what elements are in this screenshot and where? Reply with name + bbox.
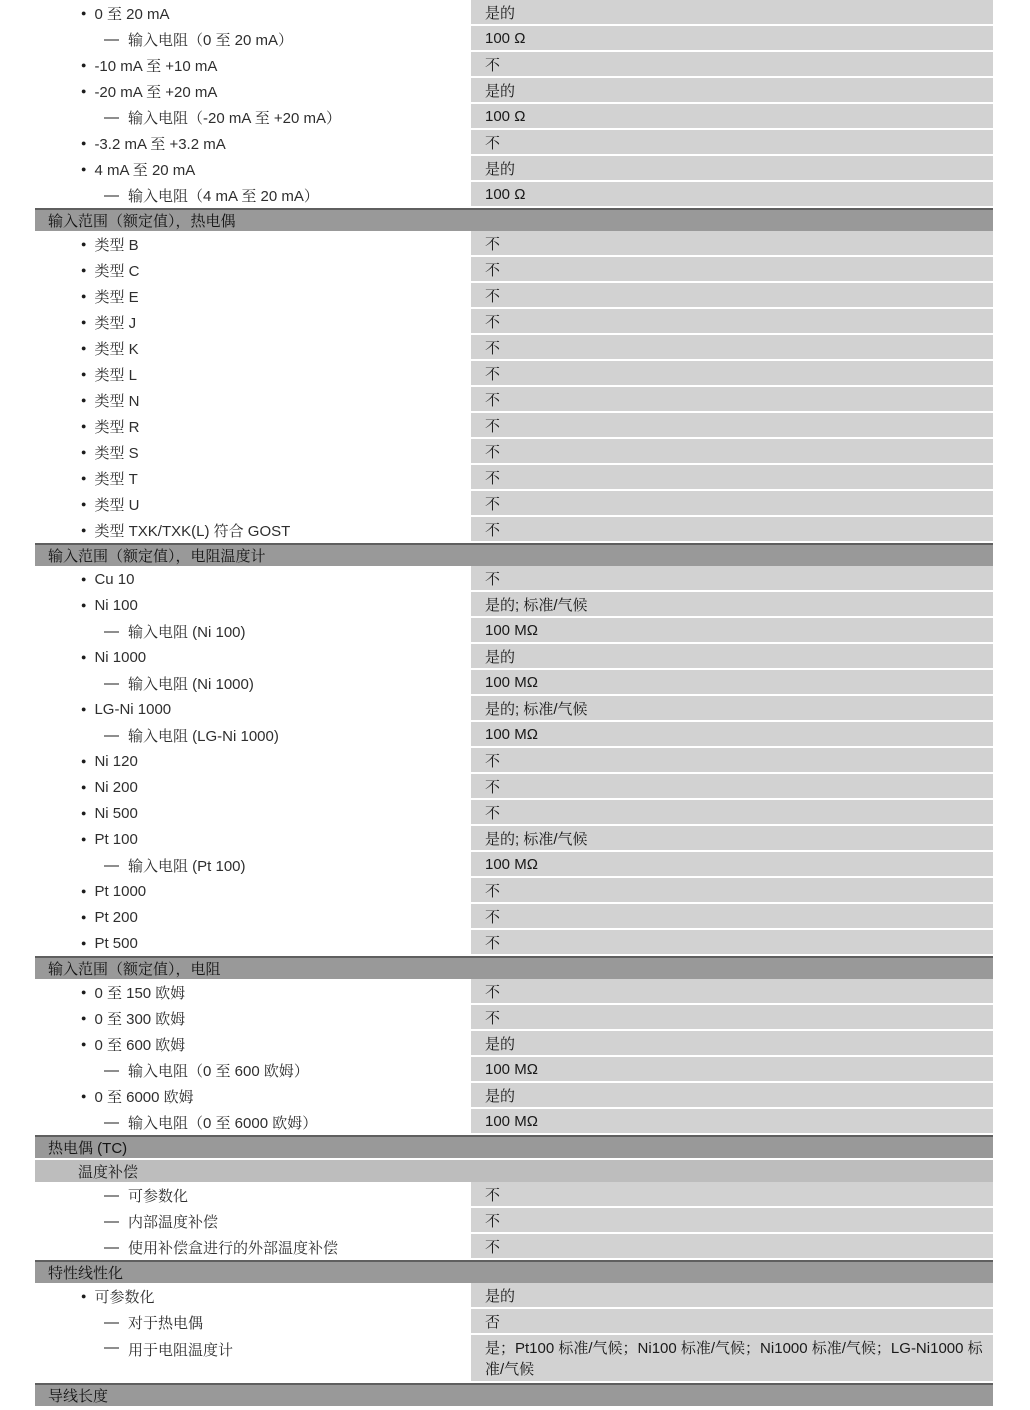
- bullet-marker-icon: ●: [81, 986, 87, 997]
- bullet-marker-icon: ●: [81, 342, 87, 353]
- spec-label-cell: [35, 26, 468, 52]
- spec-label: 4 mA 至 20 mA: [94, 161, 196, 179]
- spec-value-cell: [471, 439, 993, 463]
- section-header: [35, 208, 993, 231]
- spec-value: 是的; 标准/气候: [485, 700, 588, 718]
- spec-label: 内部温度补偿: [128, 1213, 219, 1231]
- dash-marker-icon: —: [104, 674, 119, 692]
- spec-label: -10 mA 至 +10 mA: [94, 57, 218, 75]
- bullet-marker-icon: ●: [81, 472, 87, 483]
- spec-value: 100 Ω: [485, 107, 526, 125]
- dash-marker-icon: —: [104, 856, 119, 874]
- spec-value-cell: [471, 670, 993, 694]
- bullet-marker-icon: ●: [81, 498, 87, 509]
- spec-row: [35, 722, 993, 748]
- section-title: 输入范围（额定值），电阻: [48, 961, 221, 978]
- spec-label: 类型 C: [94, 262, 140, 280]
- spec-value-cell: [471, 26, 993, 50]
- section-header: [35, 543, 993, 566]
- bullet-marker-icon: ●: [81, 264, 87, 275]
- spec-label-cell: [35, 517, 468, 543]
- spec-label-cell: [35, 283, 468, 309]
- spec-value: 不: [485, 752, 501, 770]
- spec-value: 是的: [485, 648, 516, 666]
- spec-label-cell: [35, 618, 468, 644]
- spec-row: [35, 1005, 993, 1031]
- dash-marker-icon: —: [104, 1339, 119, 1356]
- spec-value: 不: [485, 908, 501, 926]
- spec-value: 不: [485, 1009, 501, 1027]
- bullet-marker-icon: ●: [81, 290, 87, 301]
- spec-label-cell: [35, 335, 468, 361]
- dash-marker-icon: —: [104, 1238, 119, 1256]
- spec-row: [35, 104, 993, 130]
- spec-row: [35, 800, 993, 826]
- spec-value: 不: [485, 1212, 501, 1230]
- spec-label: Cu 10: [94, 570, 135, 588]
- spec-label-cell: [35, 78, 468, 104]
- spec-value: 不: [485, 56, 501, 74]
- bullet-marker-icon: ●: [81, 703, 87, 714]
- spec-label: 0 至 20 mA: [94, 5, 170, 23]
- spec-label-cell: [35, 130, 468, 156]
- bullet-marker-icon: ●: [81, 59, 87, 70]
- spec-row: [35, 904, 993, 930]
- spec-label: Ni 200: [94, 778, 138, 796]
- spec-label: Ni 500: [94, 804, 138, 822]
- spec-value-cell: [471, 1309, 993, 1333]
- spec-label-cell: [35, 1309, 468, 1335]
- spec-value: 是的; 标准/气候: [485, 596, 588, 614]
- spec-value: 100 MΩ: [485, 855, 538, 873]
- spec-value: 是的: [485, 1287, 516, 1305]
- spec-row: [35, 748, 993, 774]
- spec-row: [35, 1309, 993, 1335]
- spec-row: [35, 696, 993, 722]
- spec-row: [35, 387, 993, 413]
- bullet-marker-icon: ●: [81, 937, 87, 948]
- spec-label-cell: [35, 309, 468, 335]
- spec-label: 可参数化: [128, 1187, 189, 1205]
- spec-row: [35, 182, 993, 208]
- spec-label: 输入电阻（-20 mA 至 +20 mA）: [128, 109, 341, 127]
- spec-label: 输入电阻（0 至 600 欧姆）: [128, 1062, 309, 1080]
- bullet-marker-icon: ●: [81, 807, 87, 818]
- spec-row: [35, 78, 993, 104]
- spec-value: 100 Ω: [485, 29, 526, 47]
- spec-label-cell: [35, 774, 468, 800]
- spec-value-cell: [471, 1057, 993, 1081]
- spec-value-cell: [471, 1031, 993, 1055]
- spec-value-cell: [471, 361, 993, 385]
- spec-row: [35, 1182, 993, 1208]
- spec-label-cell: [35, 465, 468, 491]
- bullet-marker-icon: ●: [81, 524, 87, 535]
- dash-marker-icon: —: [104, 726, 119, 744]
- bullet-marker-icon: ●: [81, 651, 87, 662]
- spec-value: 不: [485, 391, 501, 409]
- spec-row: [35, 491, 993, 517]
- spec-label-cell: [35, 670, 468, 696]
- spec-value-cell: [471, 1182, 993, 1206]
- spec-value-cell: [471, 1083, 993, 1107]
- bullet-marker-icon: ●: [81, 573, 87, 584]
- bullet-marker-icon: ●: [81, 755, 87, 766]
- spec-label: 输入电阻 (Ni 100): [128, 623, 246, 641]
- spec-value-cell: [471, 257, 993, 281]
- bullet-marker-icon: ●: [81, 7, 87, 18]
- spec-label-cell: [35, 979, 468, 1005]
- spec-label-cell: [35, 439, 468, 465]
- spec-label: Pt 500: [94, 934, 138, 952]
- spec-label-cell: [35, 826, 468, 852]
- spec-value-cell: [471, 774, 993, 798]
- spec-value: 不: [485, 778, 501, 796]
- spec-label: 0 至 150 欧姆: [94, 984, 186, 1002]
- spec-value: 不: [485, 235, 501, 253]
- spec-value-cell: [471, 1109, 993, 1133]
- spec-value-cell: [471, 644, 993, 668]
- bullet-marker-icon: ●: [81, 885, 87, 896]
- spec-label: 类型 U: [94, 496, 140, 514]
- spec-label: Pt 100: [94, 830, 138, 848]
- spec-row: [35, 670, 993, 696]
- spec-row: [35, 413, 993, 439]
- spec-value: 不: [485, 417, 501, 435]
- spec-value-cell: [471, 231, 993, 255]
- spec-value: 不: [485, 882, 501, 900]
- section-title: 温度补偿: [78, 1163, 139, 1181]
- spec-row: [35, 361, 993, 387]
- spec-label: 类型 L: [94, 366, 137, 384]
- spec-value-cell: [471, 696, 993, 720]
- spec-value: 不: [485, 804, 501, 822]
- spec-label-cell: [35, 1057, 468, 1083]
- spec-row: [35, 26, 993, 52]
- spec-row: [35, 1283, 993, 1309]
- spec-value-cell: [471, 592, 993, 616]
- spec-value-cell: [471, 748, 993, 772]
- spec-value-cell: [471, 930, 993, 954]
- dash-marker-icon: —: [104, 1212, 119, 1230]
- bullet-marker-icon: ●: [81, 85, 87, 96]
- spec-label: 类型 J: [94, 314, 137, 332]
- spec-value-cell: [471, 52, 993, 76]
- spec-row: [35, 1057, 993, 1083]
- spec-label: 类型 T: [94, 470, 138, 488]
- spec-value: 不: [485, 134, 501, 152]
- spec-label: 0 至 6000 欧姆: [94, 1088, 194, 1106]
- spec-label: -20 mA 至 +20 mA: [94, 83, 218, 101]
- spec-label: 输入电阻 (Ni 1000): [128, 675, 254, 693]
- spec-label: 类型 E: [94, 288, 139, 306]
- spec-value-cell: [471, 826, 993, 850]
- spec-value-cell: [471, 618, 993, 642]
- spec-row: [35, 618, 993, 644]
- spec-value: 是的: [485, 82, 516, 100]
- spec-label-cell: [35, 1208, 468, 1234]
- spec-value: 是的: [485, 1087, 516, 1105]
- spec-label-cell: [35, 361, 468, 387]
- spec-label-cell: [35, 644, 468, 670]
- spec-label: 类型 R: [94, 418, 140, 436]
- spec-row: [35, 930, 993, 956]
- spec-label-cell: [35, 1283, 468, 1309]
- bullet-marker-icon: ●: [81, 1012, 87, 1023]
- spec-label-cell: [35, 387, 468, 413]
- spec-value: 不: [485, 443, 501, 461]
- bullet-marker-icon: ●: [81, 781, 87, 792]
- spec-value-cell: [471, 517, 993, 541]
- spec-row: [35, 1109, 993, 1135]
- spec-value: 100 Ω: [485, 185, 526, 203]
- spec-label: 使用补偿盒进行的外部温度补偿: [128, 1239, 339, 1257]
- spec-label: 输入电阻 (Pt 100): [128, 857, 246, 875]
- bullet-marker-icon: ●: [81, 394, 87, 405]
- dash-marker-icon: —: [104, 622, 119, 640]
- spec-value: 100 MΩ: [485, 1112, 538, 1130]
- spec-value: 不: [485, 365, 501, 383]
- spec-label-cell: [35, 1005, 468, 1031]
- spec-label: 输入电阻 (LG-Ni 1000): [128, 727, 279, 745]
- spec-label-cell: [35, 1083, 468, 1109]
- bullet-marker-icon: ●: [81, 911, 87, 922]
- spec-label: 类型 K: [94, 340, 139, 358]
- spec-label-cell: [35, 104, 468, 130]
- spec-value-cell: [471, 335, 993, 359]
- spec-value-cell: [471, 1283, 993, 1307]
- spec-label-cell: [35, 800, 468, 826]
- bullet-marker-icon: ●: [81, 163, 87, 174]
- section-header: [35, 1260, 993, 1283]
- spec-value-cell: [471, 878, 993, 902]
- spec-value-cell: [471, 130, 993, 154]
- spec-label: 可参数化: [94, 1288, 155, 1306]
- spec-label-cell: [35, 930, 468, 956]
- spec-value: 100 MΩ: [485, 673, 538, 691]
- spec-label-cell: [35, 1031, 468, 1057]
- spec-label-cell: [35, 748, 468, 774]
- spec-value: 不: [485, 934, 501, 952]
- spec-label: Pt 1000: [94, 882, 147, 900]
- section-header: [35, 1383, 993, 1406]
- spec-value: 不: [485, 983, 501, 1001]
- spec-value-cell: [471, 182, 993, 206]
- section-header: [35, 956, 993, 979]
- spec-row: [35, 309, 993, 335]
- spec-row: [35, 1208, 993, 1234]
- spec-value: 不: [485, 1186, 501, 1204]
- spec-value: 是；Pt100 标准/气候；Ni100 标准/气候；Ni1000 标准/气候；LG-Ni1000 标准/气候: [485, 1340, 983, 1378]
- bullet-marker-icon: ●: [81, 137, 87, 148]
- spec-value-cell: [471, 722, 993, 746]
- spec-row: [35, 156, 993, 182]
- spec-value: 不: [485, 1238, 501, 1256]
- spec-value: 否: [485, 1313, 501, 1331]
- section-title: 输入范围（额定值），热电偶: [48, 213, 236, 230]
- spec-label-cell: [35, 1335, 468, 1383]
- spec-row: [35, 1335, 993, 1383]
- spec-value-cell: [471, 387, 993, 411]
- spec-value-cell: [471, 979, 993, 1003]
- spec-value-cell: [471, 104, 993, 128]
- spec-label-cell: [35, 1109, 468, 1135]
- spec-value: 不: [485, 287, 501, 305]
- spec-row: [35, 257, 993, 283]
- spec-row: [35, 979, 993, 1005]
- dash-marker-icon: —: [104, 1186, 119, 1204]
- section-title: 特性线性化: [48, 1265, 124, 1282]
- spec-value: 100 MΩ: [485, 621, 538, 639]
- spec-value-cell: [471, 78, 993, 102]
- spec-label-cell: [35, 156, 468, 182]
- spec-row: [35, 52, 993, 78]
- spec-row: [35, 566, 993, 592]
- spec-label: -3.2 mA 至 +3.2 mA: [94, 135, 226, 153]
- spec-label-cell: [35, 904, 468, 930]
- spec-label: Pt 200: [94, 908, 138, 926]
- spec-label-cell: [35, 1234, 468, 1260]
- spec-label: 输入电阻（4 mA 至 20 mA）: [128, 187, 319, 205]
- spec-value-cell: [471, 1335, 993, 1381]
- spec-label-cell: [35, 182, 468, 208]
- spec-row: [35, 130, 993, 156]
- bullet-marker-icon: ●: [81, 238, 87, 249]
- spec-label-cell: [35, 566, 468, 592]
- subsection-header: [35, 1158, 993, 1182]
- spec-table: [35, 0, 993, 1406]
- bullet-marker-icon: ●: [81, 833, 87, 844]
- spec-value-cell: [471, 465, 993, 489]
- spec-label-cell: [35, 1182, 468, 1208]
- spec-label: 0 至 600 欧姆: [94, 1036, 186, 1054]
- bullet-marker-icon: ●: [81, 1090, 87, 1101]
- spec-label-cell: [35, 0, 468, 26]
- spec-row: [35, 826, 993, 852]
- dash-marker-icon: —: [104, 186, 119, 204]
- spec-value-cell: [471, 1005, 993, 1029]
- bullet-marker-icon: ●: [81, 446, 87, 457]
- bullet-marker-icon: ●: [81, 368, 87, 379]
- spec-row: [35, 1234, 993, 1260]
- spec-value-cell: [471, 283, 993, 307]
- spec-value-cell: [471, 413, 993, 437]
- spec-value: 不: [485, 469, 501, 487]
- spec-label-cell: [35, 878, 468, 904]
- spec-value-cell: [471, 156, 993, 180]
- section-title: 热电偶 (TC): [48, 1140, 128, 1157]
- spec-label: 输入电阻（0 至 6000 欧姆）: [128, 1114, 318, 1132]
- spec-label-cell: [35, 592, 468, 618]
- spec-label-cell: [35, 231, 468, 257]
- dash-marker-icon: —: [104, 1113, 119, 1131]
- spec-value-cell: [471, 904, 993, 928]
- spec-row: [35, 231, 993, 257]
- spec-label: 类型 N: [94, 392, 140, 410]
- spec-row: [35, 283, 993, 309]
- dash-marker-icon: —: [104, 1313, 119, 1331]
- spec-label-cell: [35, 722, 468, 748]
- section-title: 输入范围（额定值），电阻温度计: [48, 548, 266, 565]
- spec-value: 不: [485, 339, 501, 357]
- spec-label-cell: [35, 491, 468, 517]
- dash-marker-icon: —: [104, 1061, 119, 1079]
- spec-value-cell: [471, 309, 993, 333]
- spec-value: 是的: [485, 4, 516, 22]
- spec-label: Ni 1000: [94, 648, 147, 666]
- spec-value: 不: [485, 570, 501, 588]
- spec-row: [35, 852, 993, 878]
- spec-value-cell: [471, 1208, 993, 1232]
- spec-value: 100 MΩ: [485, 725, 538, 743]
- spec-label: 类型 S: [94, 444, 139, 462]
- spec-value-cell: [471, 0, 993, 24]
- spec-row: [35, 517, 993, 543]
- spec-label-cell: [35, 52, 468, 78]
- spec-row: [35, 878, 993, 904]
- spec-value-cell: [471, 566, 993, 590]
- spec-row: [35, 0, 993, 26]
- spec-label: 输入电阻（0 至 20 mA）: [128, 31, 294, 49]
- spec-row: [35, 1083, 993, 1109]
- spec-value: 是的: [485, 160, 516, 178]
- spec-value: 是的; 标准/气候: [485, 830, 588, 848]
- spec-label: 用于电阻温度计: [128, 1342, 234, 1359]
- spec-value: 不: [485, 495, 501, 513]
- section-header: [35, 1135, 993, 1158]
- spec-label: LG-Ni 1000: [94, 700, 172, 718]
- spec-value-cell: [471, 800, 993, 824]
- spec-row: [35, 335, 993, 361]
- spec-label: 0 至 300 欧姆: [94, 1010, 186, 1028]
- bullet-marker-icon: ●: [81, 599, 87, 610]
- spec-label-cell: [35, 852, 468, 878]
- spec-row: [35, 644, 993, 670]
- bullet-marker-icon: ●: [81, 316, 87, 327]
- spec-value-cell: [471, 491, 993, 515]
- spec-label-cell: [35, 696, 468, 722]
- spec-value: 100 MΩ: [485, 1060, 538, 1078]
- spec-row: [35, 592, 993, 618]
- section-title: 导线长度: [48, 1388, 109, 1405]
- spec-label: 类型 TXK/TXK(L) 符合 GOST: [94, 522, 291, 540]
- spec-label-cell: [35, 257, 468, 283]
- spec-row: [35, 1031, 993, 1057]
- spec-row: [35, 465, 993, 491]
- spec-row: [35, 774, 993, 800]
- spec-label: 类型 B: [94, 236, 139, 254]
- bullet-marker-icon: ●: [81, 1290, 87, 1301]
- spec-label: Ni 120: [94, 752, 138, 770]
- bullet-marker-icon: ●: [81, 1038, 87, 1049]
- spec-label: 对于热电偶: [128, 1314, 204, 1332]
- dash-marker-icon: —: [104, 30, 119, 48]
- spec-value: 是的: [485, 1035, 516, 1053]
- spec-value: 不: [485, 313, 501, 331]
- spec-label: Ni 100: [94, 596, 138, 614]
- spec-value-cell: [471, 852, 993, 876]
- spec-value-cell: [471, 1234, 993, 1258]
- dash-marker-icon: —: [104, 108, 119, 126]
- spec-value: 不: [485, 261, 501, 279]
- spec-label-cell: [35, 413, 468, 439]
- spec-value: 不: [485, 521, 501, 539]
- bullet-marker-icon: ●: [81, 420, 87, 431]
- spec-row: [35, 439, 993, 465]
